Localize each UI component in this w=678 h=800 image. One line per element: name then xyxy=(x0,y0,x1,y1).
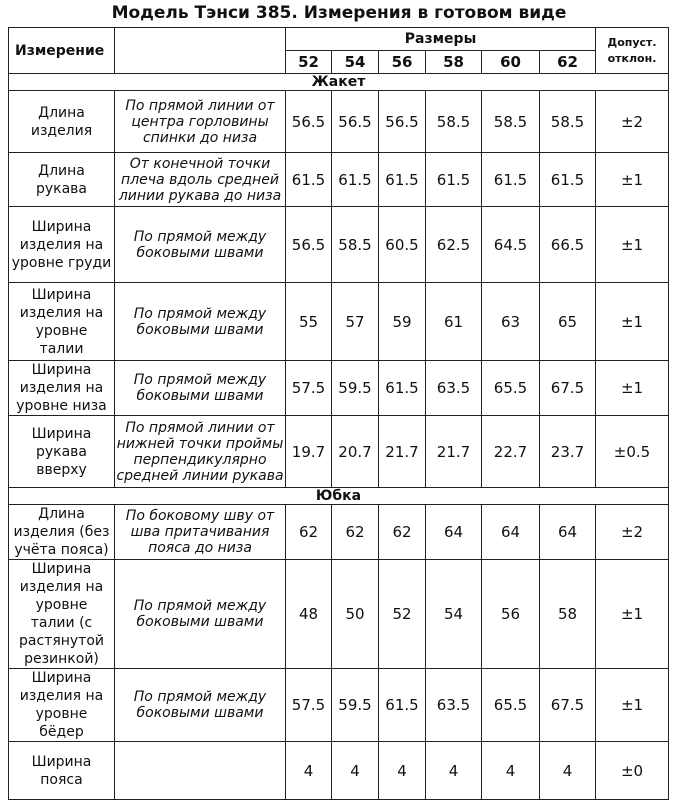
size-value: 59.5 xyxy=(332,361,379,416)
size-value: 62 xyxy=(332,505,379,560)
tolerance-value: ±0.5 xyxy=(596,416,669,488)
measurement-name-line: Ширина xyxy=(31,561,92,577)
header-sizes: Размеры xyxy=(286,28,596,51)
size-value: 58.5 xyxy=(332,207,379,283)
measurement-name-line: уровне низа xyxy=(16,398,107,414)
measurement-name-line: талии (с xyxy=(30,615,93,631)
size-header: 56 xyxy=(379,51,426,74)
header-tolerance-line2: отклон. xyxy=(607,51,657,65)
measurement-description-line: По прямой линии от xyxy=(125,97,275,114)
size-header: 60 xyxy=(482,51,540,74)
size-value: 63 xyxy=(482,283,540,361)
measurement-description xyxy=(115,91,286,153)
measurement-name xyxy=(9,416,115,488)
size-value: 62 xyxy=(379,505,426,560)
measurement-name-line: пояса xyxy=(40,771,83,788)
measurement-name-line: Ширина xyxy=(31,670,92,686)
measurement-name-line: Ширина xyxy=(31,753,92,770)
measurement-description xyxy=(115,560,286,669)
section-row xyxy=(9,74,669,91)
table-row xyxy=(9,742,669,800)
measurement-name-line: изделия на xyxy=(19,688,104,704)
size-value: 21.7 xyxy=(379,416,426,488)
measurement-name-line: талии xyxy=(39,340,84,357)
measurement-description-line: боковыми швами xyxy=(136,388,264,404)
header-tolerance-line1: Допуст. xyxy=(607,35,657,49)
measurement-description xyxy=(115,153,286,207)
size-value: 62 xyxy=(286,505,332,560)
measurement-name xyxy=(9,560,115,669)
measurement-description-line: По прямой между xyxy=(133,689,267,705)
measurement-description xyxy=(115,742,286,800)
measurement-name-line: уровне xyxy=(35,597,88,613)
measurement-description xyxy=(115,361,286,416)
measurement-description-line: По прямой между xyxy=(133,305,267,322)
tolerance-value: ±2 xyxy=(596,91,669,153)
size-value: 58.5 xyxy=(426,91,482,153)
table-row xyxy=(9,361,669,416)
size-value: 63.5 xyxy=(426,361,482,416)
measurement-description-line: центра горловины xyxy=(131,113,269,130)
size-value: 20.7 xyxy=(332,416,379,488)
size-value: 56.5 xyxy=(286,207,332,283)
measurement-description xyxy=(115,669,286,742)
measurement-name xyxy=(9,91,115,153)
tolerance-value: ±0 xyxy=(596,742,669,800)
measurement-description xyxy=(115,505,286,560)
size-value: 54 xyxy=(426,560,482,669)
measurement-description-line: линии рукава до низа xyxy=(118,187,282,204)
measurement-name-line: бёдер xyxy=(39,724,84,740)
size-value: 4 xyxy=(286,742,332,800)
size-value: 67.5 xyxy=(540,361,596,416)
tolerance-value: ±1 xyxy=(596,361,669,416)
measurement-name xyxy=(9,207,115,283)
size-value: 62.5 xyxy=(426,207,482,283)
measurement-description xyxy=(115,207,286,283)
size-value: 52 xyxy=(379,560,426,669)
measurement-description-line: боковыми швами xyxy=(136,705,264,721)
size-header: 54 xyxy=(332,51,379,74)
size-value: 61.5 xyxy=(286,153,332,207)
size-value: 4 xyxy=(426,742,482,800)
measurement-name-line: изделия на xyxy=(19,304,104,321)
tolerance-value: ±1 xyxy=(596,669,669,742)
measurement-description-line: нижней точки проймы xyxy=(116,435,284,452)
measurement-description-line: плеча вдоль средней xyxy=(121,171,279,188)
measurement-description-line: перпендикулярно xyxy=(133,451,267,468)
table-row xyxy=(9,669,669,742)
tolerance-value: ±1 xyxy=(596,560,669,669)
measurement-name-line: изделия на xyxy=(19,579,104,595)
measurement-description-line: По боковому шву от xyxy=(125,508,275,524)
measurement-description-line: шва притачивания xyxy=(130,524,270,540)
measurement-name-line: растянутой xyxy=(19,633,104,649)
measurement-name-line: Длина xyxy=(38,162,85,179)
measurement-name-line: Ширина xyxy=(31,218,92,235)
size-value: 65 xyxy=(540,283,596,361)
measurement-description-line: По прямой между xyxy=(133,372,267,388)
size-value: 50 xyxy=(332,560,379,669)
section-row xyxy=(9,488,669,505)
measurements-table xyxy=(8,27,669,800)
header-description xyxy=(115,28,286,74)
table-body xyxy=(9,74,669,800)
measurement-name-line: Длина xyxy=(38,506,85,522)
size-value: 64 xyxy=(482,505,540,560)
measurement-name-line: изделия xyxy=(30,122,93,139)
size-value: 66.5 xyxy=(540,207,596,283)
measurement-description-line: спинки до низа xyxy=(142,129,258,146)
measurement-description-line: средней линии рукава xyxy=(116,467,284,484)
measurement-description-line: По прямой между xyxy=(133,228,267,245)
table-row xyxy=(9,153,669,207)
size-value: 23.7 xyxy=(540,416,596,488)
size-value: 4 xyxy=(379,742,426,800)
size-value: 61.5 xyxy=(426,153,482,207)
measurement-name-line: Длина xyxy=(38,104,85,121)
measurement-name-line: уровне xyxy=(35,322,88,339)
measurement-name-line: вверху xyxy=(36,461,87,478)
size-value: 64.5 xyxy=(482,207,540,283)
size-value: 57 xyxy=(332,283,379,361)
size-value: 65.5 xyxy=(482,361,540,416)
size-value: 61.5 xyxy=(379,669,426,742)
measurement-name xyxy=(9,361,115,416)
tolerance-value: ±1 xyxy=(596,283,669,361)
measurement-name-line: Ширина xyxy=(31,425,92,442)
size-value: 61.5 xyxy=(540,153,596,207)
header-tolerance xyxy=(596,28,669,74)
tolerance-value: ±1 xyxy=(596,153,669,207)
table-row xyxy=(9,560,669,669)
measurement-name-line: изделия на xyxy=(19,380,104,396)
measurement-description-line: По прямой между xyxy=(133,598,267,614)
header-measurement: Измерение xyxy=(9,28,115,74)
measurement-name xyxy=(9,742,115,800)
size-value: 59.5 xyxy=(332,669,379,742)
measurement-description-line: боковыми швами xyxy=(136,244,264,261)
measurement-name-line: уровне xyxy=(35,706,88,722)
size-value: 58.5 xyxy=(540,91,596,153)
size-value: 61.5 xyxy=(379,153,426,207)
size-value: 57.5 xyxy=(286,669,332,742)
measurement-name-line: Ширина xyxy=(31,286,92,303)
measurement-description-line: От конечной точки xyxy=(129,155,271,172)
size-value: 65.5 xyxy=(482,669,540,742)
size-value: 61.5 xyxy=(482,153,540,207)
size-value: 21.7 xyxy=(426,416,482,488)
size-value: 59 xyxy=(379,283,426,361)
measurement-name xyxy=(9,669,115,742)
measurement-name xyxy=(9,153,115,207)
table-row xyxy=(9,416,669,488)
size-header: 52 xyxy=(286,51,332,74)
table-row xyxy=(9,283,669,361)
size-value: 22.7 xyxy=(482,416,540,488)
page-title: Модель Тэнси 385. Измерения в готовом виде xyxy=(111,3,567,23)
measurement-description xyxy=(115,283,286,361)
size-value: 56.5 xyxy=(332,91,379,153)
table-row xyxy=(9,91,669,153)
section-title: Жакет xyxy=(9,74,669,91)
table-row xyxy=(9,505,669,560)
size-value: 56.5 xyxy=(286,91,332,153)
size-value: 64 xyxy=(426,505,482,560)
size-value: 4 xyxy=(332,742,379,800)
size-value: 58 xyxy=(540,560,596,669)
size-value: 19.7 xyxy=(286,416,332,488)
measurement-description-line: пояса до низа xyxy=(148,540,252,556)
size-header: 62 xyxy=(540,51,596,74)
tolerance-value: ±1 xyxy=(596,207,669,283)
size-value: 55 xyxy=(286,283,332,361)
size-value: 60.5 xyxy=(379,207,426,283)
size-header: 58 xyxy=(426,51,482,74)
size-value: 61.5 xyxy=(332,153,379,207)
size-value: 56.5 xyxy=(379,91,426,153)
size-value: 58.5 xyxy=(482,91,540,153)
measurement-name-line: изделия на xyxy=(19,236,104,253)
section-title: Юбка xyxy=(9,488,669,505)
measurement-description-line: боковыми швами xyxy=(136,614,264,630)
size-value: 4 xyxy=(482,742,540,800)
measurement-description-line: По прямой линии от xyxy=(125,419,275,436)
measurement-name-line: рукава xyxy=(35,180,88,197)
table-row xyxy=(9,207,669,283)
measurement-name-line: Ширина xyxy=(31,362,92,378)
size-value: 64 xyxy=(540,505,596,560)
measurement-name xyxy=(9,505,115,560)
size-value: 63.5 xyxy=(426,669,482,742)
size-value: 67.5 xyxy=(540,669,596,742)
measurement-name-line: уровне груди xyxy=(11,254,112,271)
size-value: 61.5 xyxy=(379,361,426,416)
size-value: 61 xyxy=(426,283,482,361)
measurement-name-line: рукава xyxy=(35,443,88,460)
measurement-name-line: учёта пояса) xyxy=(14,542,109,558)
measurement-name-line: изделия (без xyxy=(13,524,110,540)
size-value: 4 xyxy=(540,742,596,800)
size-value: 56 xyxy=(482,560,540,669)
measurement-name-line: резинкой) xyxy=(24,651,99,667)
measurement-description xyxy=(115,416,286,488)
tolerance-value: ±2 xyxy=(596,505,669,560)
measurement-name xyxy=(9,283,115,361)
size-value: 57.5 xyxy=(286,361,332,416)
measurement-description-line: боковыми швами xyxy=(136,321,264,338)
size-value: 48 xyxy=(286,560,332,669)
